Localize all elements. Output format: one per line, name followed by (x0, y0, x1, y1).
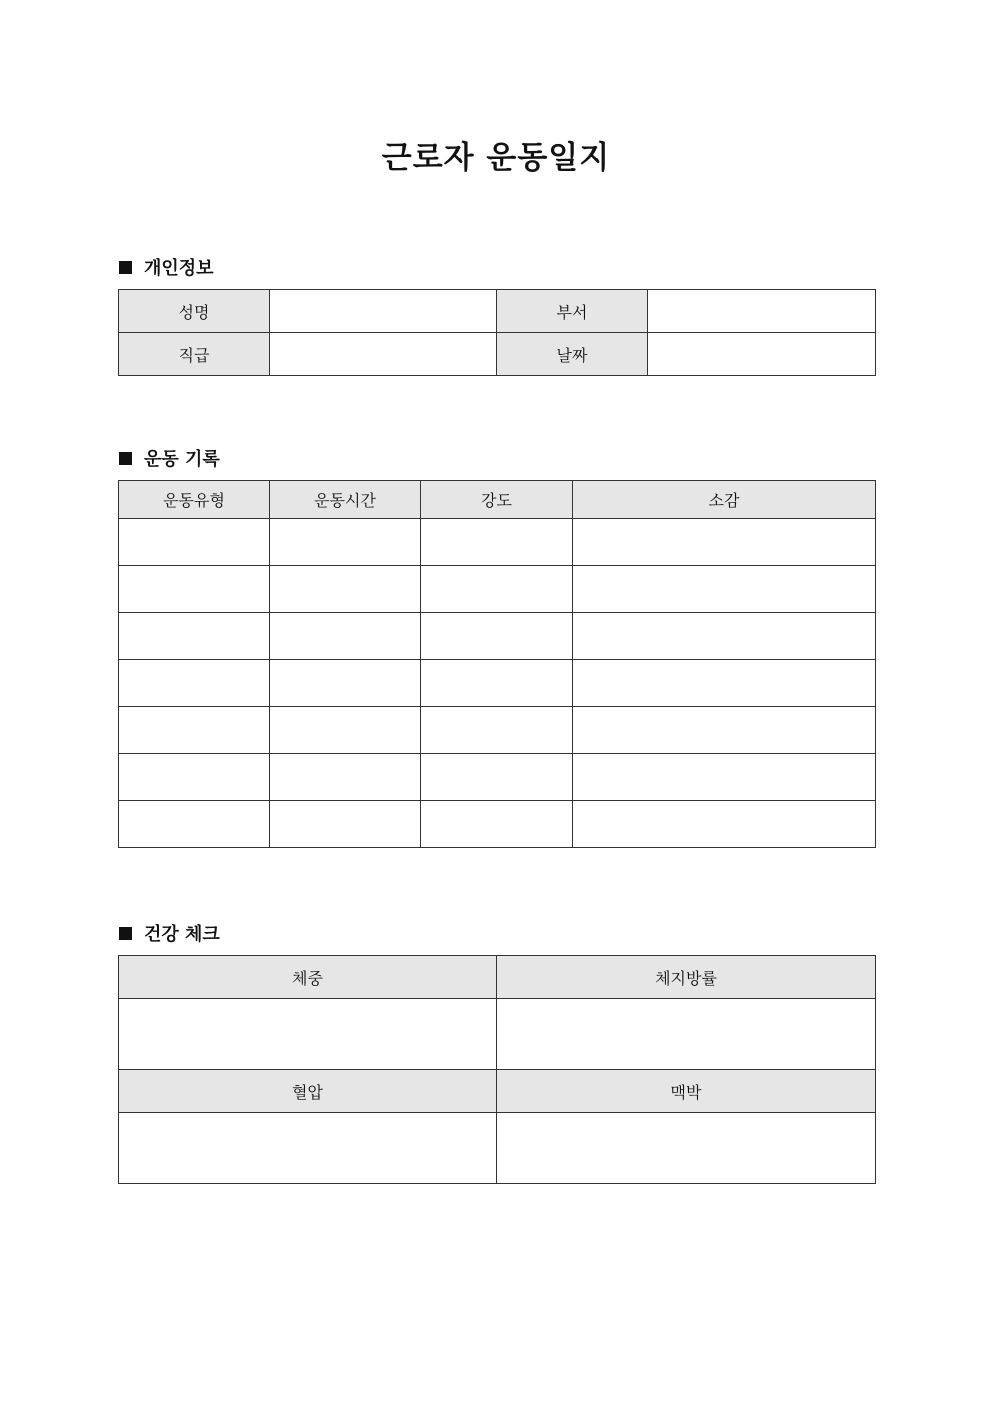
table-row (119, 1113, 876, 1184)
intensity-cell[interactable] (421, 707, 573, 754)
exercise-time-cell[interactable] (270, 519, 421, 566)
column-header: 소감 (573, 481, 876, 519)
name-field[interactable] (270, 290, 497, 333)
pulse-field[interactable] (497, 1113, 876, 1184)
intensity-cell[interactable] (421, 519, 573, 566)
table-row (119, 999, 876, 1070)
table-row (119, 519, 876, 566)
exercise-type-cell[interactable] (119, 707, 270, 754)
date-label: 날짜 (497, 333, 648, 376)
exercise-time-cell[interactable] (270, 660, 421, 707)
table-row (119, 754, 876, 801)
exercise-type-cell[interactable] (119, 660, 270, 707)
exercise-type-cell[interactable] (119, 566, 270, 613)
rank-field[interactable] (270, 333, 497, 376)
intensity-cell[interactable] (421, 801, 573, 848)
square-bullet-icon (119, 261, 132, 274)
date-field[interactable] (648, 333, 876, 376)
exercise-time-cell[interactable] (270, 801, 421, 848)
table-header-row (119, 956, 876, 999)
bodyfat-field[interactable] (497, 999, 876, 1070)
intensity-cell[interactable] (421, 566, 573, 613)
weight-field[interactable] (119, 999, 497, 1070)
exercise-time-cell[interactable] (270, 754, 421, 801)
table-row (119, 290, 876, 333)
table-row (119, 707, 876, 754)
table-row (119, 333, 876, 376)
section-heading-label: 운동 기록 (144, 449, 220, 470)
comment-cell[interactable] (573, 519, 876, 566)
comment-cell[interactable] (573, 801, 876, 848)
exercise-time-cell[interactable] (270, 613, 421, 660)
section-heading-personal (119, 254, 214, 280)
comment-cell[interactable] (573, 754, 876, 801)
section-heading-label: 개인정보 (144, 258, 214, 279)
column-header: 강도 (421, 481, 573, 519)
exercise-record-table (118, 480, 876, 848)
blood-pressure-label: 혈압 (119, 1070, 497, 1113)
dept-field[interactable] (648, 290, 876, 333)
exercise-type-cell[interactable] (119, 613, 270, 660)
square-bullet-icon (119, 452, 132, 465)
blood-pressure-field[interactable] (119, 1113, 497, 1184)
table-row (119, 613, 876, 660)
exercise-time-cell[interactable] (270, 566, 421, 613)
section-heading-label: 건강 체크 (144, 924, 220, 945)
rank-label: 직급 (119, 333, 270, 376)
table-header-row (119, 1070, 876, 1113)
table-row (119, 660, 876, 707)
section-heading-health (119, 920, 220, 946)
comment-cell[interactable] (573, 660, 876, 707)
comment-cell[interactable] (573, 613, 876, 660)
name-label: 성명 (119, 290, 270, 333)
comment-cell[interactable] (573, 707, 876, 754)
exercise-time-cell[interactable] (270, 707, 421, 754)
intensity-cell[interactable] (421, 613, 573, 660)
column-header: 운동유형 (119, 481, 270, 519)
table-row (119, 566, 876, 613)
pulse-label: 맥박 (497, 1070, 876, 1113)
personal-info-table (118, 289, 876, 376)
exercise-type-cell[interactable] (119, 519, 270, 566)
dept-label: 부서 (497, 290, 648, 333)
intensity-cell[interactable] (421, 660, 573, 707)
exercise-type-cell[interactable] (119, 754, 270, 801)
intensity-cell[interactable] (421, 754, 573, 801)
page-title: 근로자 운동일지 (381, 140, 611, 176)
bodyfat-label: 체지방률 (497, 956, 876, 999)
column-header: 운동시간 (270, 481, 421, 519)
comment-cell[interactable] (573, 566, 876, 613)
health-check-table (118, 955, 876, 1184)
table-row (119, 801, 876, 848)
weight-label: 체중 (119, 956, 497, 999)
square-bullet-icon (119, 927, 132, 940)
section-heading-exercise (119, 445, 220, 471)
exercise-type-cell[interactable] (119, 801, 270, 848)
table-header-row (119, 481, 876, 519)
